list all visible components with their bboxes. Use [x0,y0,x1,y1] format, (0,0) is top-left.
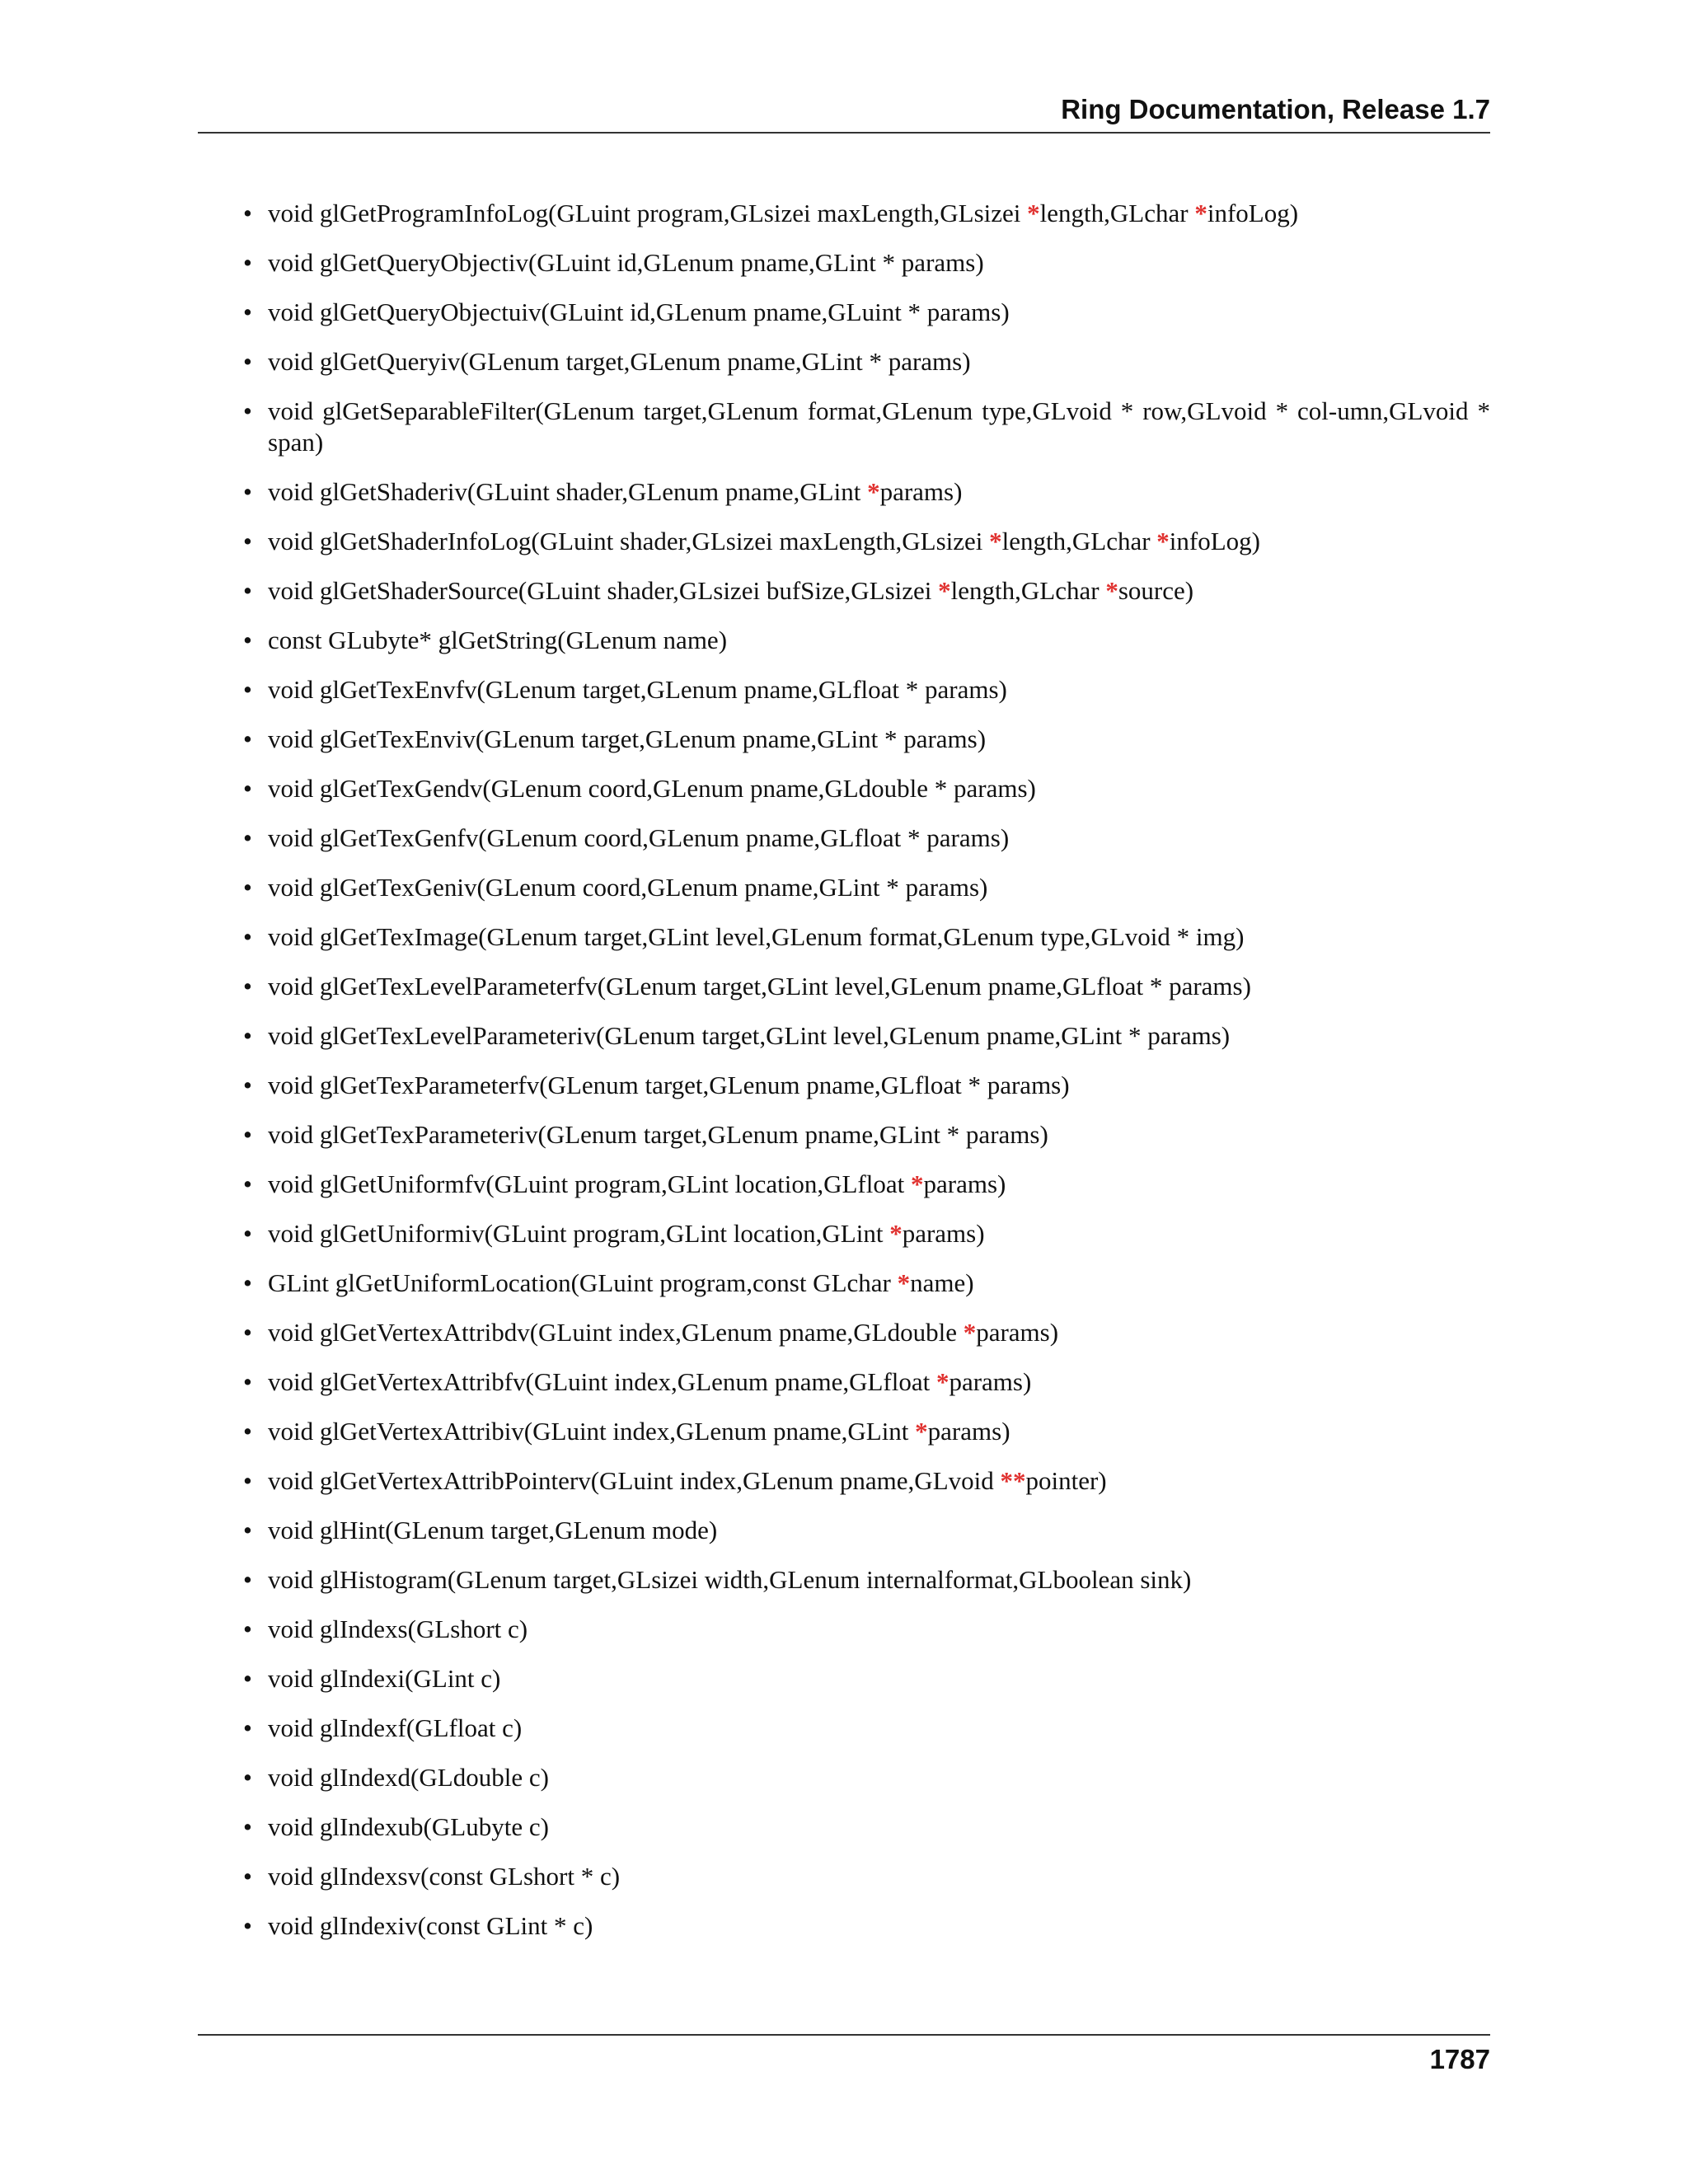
function-list-item [243,297,1490,328]
signature-text: params) [879,477,963,506]
function-list-item [243,1861,1490,1892]
function-list-item [243,198,1490,229]
pointer-asterisk: * [889,1219,903,1248]
function-list [243,198,1490,1942]
function-list-item [243,872,1490,903]
signature-text: length,GLchar [950,576,1106,605]
bullet-icon: • [243,1763,252,1792]
signature-text: void glGetShaderiv(GLuint shader,GLenum pname,GLint [268,477,868,506]
bullet-icon: • [243,1812,252,1841]
function-list-item [243,1811,1490,1843]
signature-text: void glGetQueryObjectiv(GLuint id,GLenum pname,GLint * params) [268,248,984,277]
page-header [198,91,1490,134]
pointer-asterisk: * [1156,527,1170,555]
pointer-asterisk: * [938,576,951,605]
function-list-item [243,921,1490,953]
signature-text: void glGetProgramInfoLog(GLuint program,GLsizei maxLength,GLsizei [268,199,1028,227]
pointer-asterisk: * [935,1367,950,1396]
signature-text: void glGetVertexAttribdv(GLuint index,GLenum pname,GLdouble [268,1318,964,1347]
page-content [243,198,1490,1960]
bullet-icon: • [243,972,252,1001]
function-list-item [243,346,1490,377]
signature-text: void glGetTexGenfv(GLenum coord,GLenum pname,GLfloat * params) [268,823,1010,852]
bullet-icon: • [243,823,252,852]
signature-text: params) [923,1169,1006,1198]
pointer-asterisk: * [989,527,1002,555]
bullet-icon: • [243,1219,252,1248]
signature-text: void glGetShaderSource(GLuint shader,GLsizei bufSize,GLsizei [268,576,939,605]
function-list-item [243,773,1490,804]
bullet-icon: • [243,675,252,704]
signature-text: void glGetTexParameterfv(GLenum target,GLenum pname,GLfloat * params) [268,1071,1070,1099]
signature-text: name) [910,1268,974,1297]
signature-text: void glGetSeparableFilter(GLenum target,GLenum format,GLenum type,GLvoid * row,GLvoid * col-umn,GLvoid * span) [268,396,1490,457]
signature-text: void glHistogram(GLenum target,GLsizei width,GLenum internalformat,GLboolean sink) [268,1565,1192,1594]
function-list-item [243,674,1490,705]
function-list-item [243,1614,1490,1645]
function-list-item [243,247,1490,279]
bullet-icon: • [243,922,252,951]
bullet-icon: • [243,1862,252,1891]
signature-text: void glGetVertexAttribPointerv(GLuint index,GLenum pname,GLvoid [268,1466,1001,1495]
bullet-icon: • [243,1268,252,1297]
bullet-icon: • [243,396,252,425]
function-list-item [243,476,1490,508]
pointer-asterisk: * [1105,576,1118,605]
function-list-item [243,396,1490,458]
bullet-icon: • [243,477,252,506]
bullet-icon: • [243,1169,252,1198]
function-list-item [243,1564,1490,1596]
bullet-icon: • [243,724,252,753]
bullet-icon: • [243,1417,252,1446]
signature-text: void glGetTexGendv(GLenum coord,GLenum pname,GLdouble * params) [268,774,1036,803]
signature-text: params) [902,1219,985,1248]
bullet-icon: • [243,774,252,803]
signature-text: void glHint(GLenum target,GLenum mode) [268,1516,718,1544]
pointer-asterisk: ** [1000,1466,1026,1495]
signature-text: void glIndexd(GLdouble c) [268,1763,549,1792]
bullet-icon: • [243,1713,252,1742]
signature-text: source) [1118,576,1194,605]
signature-text: infoLog) [1169,527,1260,555]
function-list-item [243,1910,1490,1942]
function-list-item [243,1070,1490,1101]
bullet-icon: • [243,576,252,605]
signature-text: const GLubyte* glGetString(GLenum name) [268,626,728,654]
document-title: Ring Documentation, Release 1.7 [1061,94,1490,124]
function-list-item [243,1218,1490,1249]
bullet-icon: • [243,1367,252,1396]
signature-text: void glIndexiv(const GLint * c) [268,1911,593,1940]
pointer-asterisk: * [1194,199,1207,227]
signature-text: void glGetTexGeniv(GLenum coord,GLenum pname,GLint * params) [268,873,988,902]
bullet-icon: • [243,1466,252,1495]
function-list-item [243,1663,1490,1694]
signature-text: void glGetTexLevelParameteriv(GLenum target,GLint level,GLenum pname,GLint * params) [268,1021,1231,1050]
pointer-asterisk: * [963,1318,977,1347]
bullet-icon: • [243,1911,252,1940]
function-list-item [243,1169,1490,1200]
signature-text: infoLog) [1207,199,1299,227]
page-footer [198,2034,1490,2074]
function-list-item [243,1119,1490,1151]
signature-text: length,GLchar [1039,199,1195,227]
bullet-icon: • [243,1615,252,1643]
signature-text: void glGetUniformiv(GLuint program,GLint location,GLint [268,1219,890,1248]
function-list-item [243,1020,1490,1052]
signature-text: void glGetTexEnviv(GLenum target,GLenum pname,GLint * params) [268,724,987,753]
pointer-asterisk: * [867,477,880,506]
signature-text: params) [976,1318,1059,1347]
function-list-item [243,971,1490,1002]
signature-text: void glGetVertexAttribfv(GLuint index,GLenum pname,GLfloat [268,1367,936,1396]
bullet-icon: • [243,1318,252,1347]
signature-text: void glGetTexImage(GLenum target,GLint level,GLenum format,GLenum type,GLvoid * img) [268,922,1245,951]
bullet-icon: • [243,1516,252,1544]
bullet-icon: • [243,873,252,902]
signature-text: void glGetVertexAttribiv(GLuint index,GLenum pname,GLint [268,1417,916,1446]
function-list-item [243,526,1490,557]
bullet-icon: • [243,298,252,326]
signature-text: GLint glGetUniformLocation(GLuint program,const GLchar [268,1268,898,1297]
function-list-item [243,1317,1490,1348]
function-list-item [243,823,1490,854]
function-list-item [243,1713,1490,1744]
bullet-icon: • [243,1071,252,1099]
signature-text: params) [927,1417,1010,1446]
signature-text: void glGetShaderInfoLog(GLuint shader,GLsizei maxLength,GLsizei [268,527,990,555]
function-list-item [243,1465,1490,1497]
function-list-item [243,1515,1490,1546]
signature-text: void glGetTexParameteriv(GLenum target,GLenum pname,GLint * params) [268,1120,1048,1149]
signature-text: void glGetQueryiv(GLenum target,GLenum pname,GLint * params) [268,347,971,376]
function-list-item [243,575,1490,607]
signature-text: length,GLchar [1001,527,1157,555]
signature-text: void glGetQueryObjectuiv(GLuint id,GLenum pname,GLuint * params) [268,298,1010,326]
bullet-icon: • [243,1021,252,1050]
bullet-icon: • [243,347,252,376]
pointer-asterisk: * [915,1417,928,1446]
bullet-icon: • [243,1565,252,1594]
bullet-icon: • [243,626,252,654]
bullet-icon: • [243,248,252,277]
page-number: 1787 [1429,2044,1490,2074]
pointer-asterisk: * [911,1169,924,1198]
signature-text: void glIndexi(GLint c) [268,1664,501,1693]
signature-text: void glGetTexEnvfv(GLenum target,GLenum pname,GLfloat * params) [268,675,1007,704]
bullet-icon: • [243,527,252,555]
signature-text: pointer) [1025,1466,1107,1495]
signature-text: void glIndexs(GLshort c) [268,1615,528,1643]
function-list-item [243,1268,1490,1299]
function-list-item [243,625,1490,656]
pointer-asterisk: * [1027,199,1040,227]
pointer-asterisk: * [897,1268,911,1297]
function-list-item [243,1762,1490,1793]
signature-text: params) [949,1367,1032,1396]
bullet-icon: • [243,199,252,227]
function-list-item [243,724,1490,755]
signature-text: void glIndexub(GLubyte c) [268,1812,549,1841]
bullet-icon: • [243,1664,252,1693]
signature-text: void glIndexsv(const GLshort * c) [268,1862,621,1891]
signature-text: void glGetTexLevelParameterfv(GLenum target,GLint level,GLenum pname,GLfloat * params) [268,972,1251,1001]
function-list-item [243,1366,1490,1398]
bullet-icon: • [243,1120,252,1149]
signature-text: void glGetUniformfv(GLuint program,GLint location,GLfloat [268,1169,911,1198]
signature-text: void glIndexf(GLfloat c) [268,1713,523,1742]
function-list-item [243,1416,1490,1447]
